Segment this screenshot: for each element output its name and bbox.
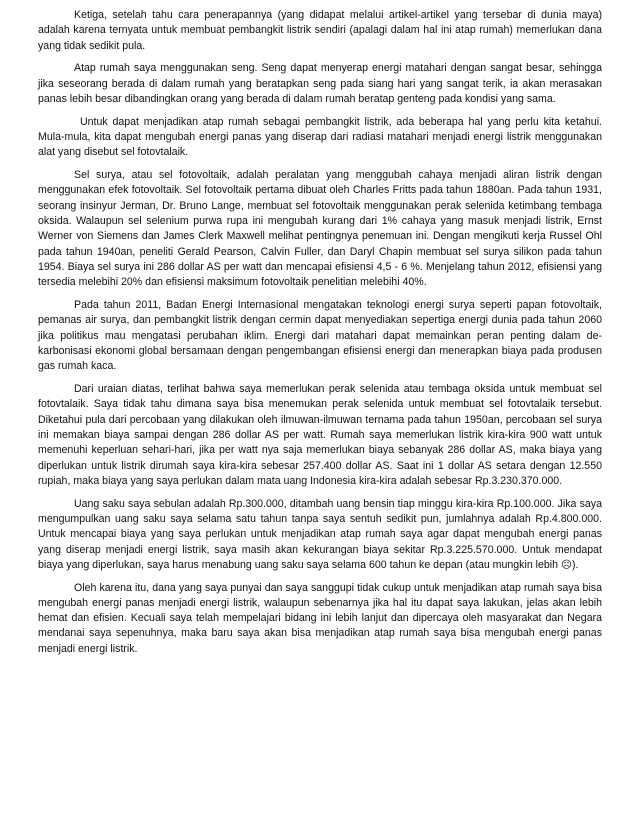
paragraph-6: Dari uraian diatas, terlihat bahwa saya memerlukan perak selenida atau tembaga oksida untuk membuat sel fotovtalaik. Saya tidak tahu dimana saya bisa menemukan perak selenida untuk membuat sel fotovtalaik tersebut. Diketahui pula dari percobaan yang dilakukan oleh ilmuwan-ilmuwan ternama pada tahun 1950an, percobaan sel surya ini memakan biaya sampai dengan 286 dollar AS per watt. Rumah saya memerlukan listrik kira-kira 900 watt untuk memenuhi keperluan sehari-hari, jika per watt nya saja memerlukan biaya sebanyak 286 dollar AS, maka biaya yang diperlukan untuk listrik dirumah saya kira-kira sebesar 257.400 dollar AS. Saat ini 1 dollar AS setara dengan 12.550 rupiah, maka biaya yang saya perlukan dalam mata uang Indonesia kira-kira adalah sebesar Rp.3.230.370.000. bbox=[38, 383, 602, 487]
paragraph-3: Untuk dapat menjadikan atap rumah sebagai pembangkit listrik, ada beberapa hal yang perlu kita ketahui. Mula-mula, kita dapat mengubah energi panas yang diserap dari radiasi matahari menjadi energi listrik menggunakan alat yang disebut sel fotovtalaik. bbox=[38, 115, 602, 159]
paragraph-4: Sel surya, atau sel fotovoltaik, adalah peralatan yang menggubah cahaya menjadi aliran listrik dengan menggunakan efek fotovoltaik. Sel fotovoltaik pertama dibuat oleh Charles Fritts pada tahun 1880an. Pada tahun 1931, seorang insinyur Jerman, Dr. Bruno Lange, membuat sel fotovoltaik menggunakan perak selenida ketimbang tembaga oksida. Walaupun sel selenium purwa rupa ini mengubah kurang dari 1% cahaya yang masuk menjadi listrik, Ernst Werner von Siemens dan James Clerk Maxwell melihat pentingnya penemuan ini. Dengan mengikuti kerja Russel Ohl pada tahun 1940an, peneliti Gerald Pearson, Calvin Fuller, dan Daryl Chapin membuat sel surya silikon pada tahun 1954. Biaya sel surya ini 286 dollar AS per watt dan mencapai efisiensi 4,5 - 6 %. Menjelang tahun 2012, efisiensi yang tersedia melebihi 20% dan efisiensi maksimum fotovoltaik penelitian melebihi 40%. bbox=[38, 169, 602, 289]
paragraph-2: Atap rumah saya menggunakan seng. Seng dapat menyerap energi matahari dengan sangat besar, sehingga jika seseorang berada di dalam rumah yang beratapkan seng pada siang hari yang sangat terik, ia akan merasakan panas lebih besar dibandingkan orang yang berada di dalam rumah beratap genteng pada kondisi yang sama. bbox=[38, 62, 602, 105]
paragraph-7: Uang saku saya sebulan adalah Rp.300.000, ditambah uang bensin tiap minggu kira-kira Rp.100.000. Jika saya mengumpulkan uang saku saya selama satu tahun tanpa saya sentuh sedikit pun, jumlahnya adalah Rp.4.800.000. Untuk mencapai biaya yang saya perlukan untuk menjadikan atap rumah saya agar dapat mengubah energi panas yang diserap menjadi energi listrik, saya masih akan kekurangan biaya sekitar Rp.3.225.570.000. Untuk mendapat biaya yang diperlukan, saya harus menabung uang saku saya selama 600 tahun ke depan (atau mungkin lebih ☹). bbox=[38, 497, 602, 571]
paragraph-1: Ketiga, setelah tahu cara penerapannya (yang didapat melalui artikel-artikel yang tersebar di dunia maya) adalah karena ternyata untuk membuat pembangkit listrik sendiri (apalagi dalam hal ini atap rumah) memerlukan dana yang tidak sedikit pula. bbox=[38, 9, 602, 52]
document-page bbox=[38, 8, 602, 665]
paragraph-8: Oleh karena itu, dana yang saya punyai dan saya sanggupi tidak cukup untuk menjadikan atap rumah saya bisa mengubah energi panas menjadi energi listrik, walaupun sebenarnya jika hal itu dapat saya lakukan, jelas akan lebih hemat dan efisien. Kecuali saya telah mempelajari bidang ini lebih lanjut dan dipercaya oleh masyarakat dan Negara mendanai saya sepenuhnya, maka baru saya akan bisa menjadikan atap rumah saya bisa mengubah energi panas menjadi energi listrik. bbox=[38, 581, 602, 655]
paragraph-5: Pada tahun 2011, Badan Energi Internasional mengatakan teknologi energi surya seperti papan fotovoltaik, pemanas air surya, dan pembangkit listrik dengan cermin dapat menyediakan sepertiga energi dunia pada tahun 2060 jika politikus mau mengatasi perubahan iklim. Energi dari matahari dapat memainkan peran penting dalam de-karbonisasi ekonomi global bersamaan dengan pengembangan efisiensi energi dan menerapkan biaya pada produsen gas rumah kaca. bbox=[38, 299, 602, 373]
